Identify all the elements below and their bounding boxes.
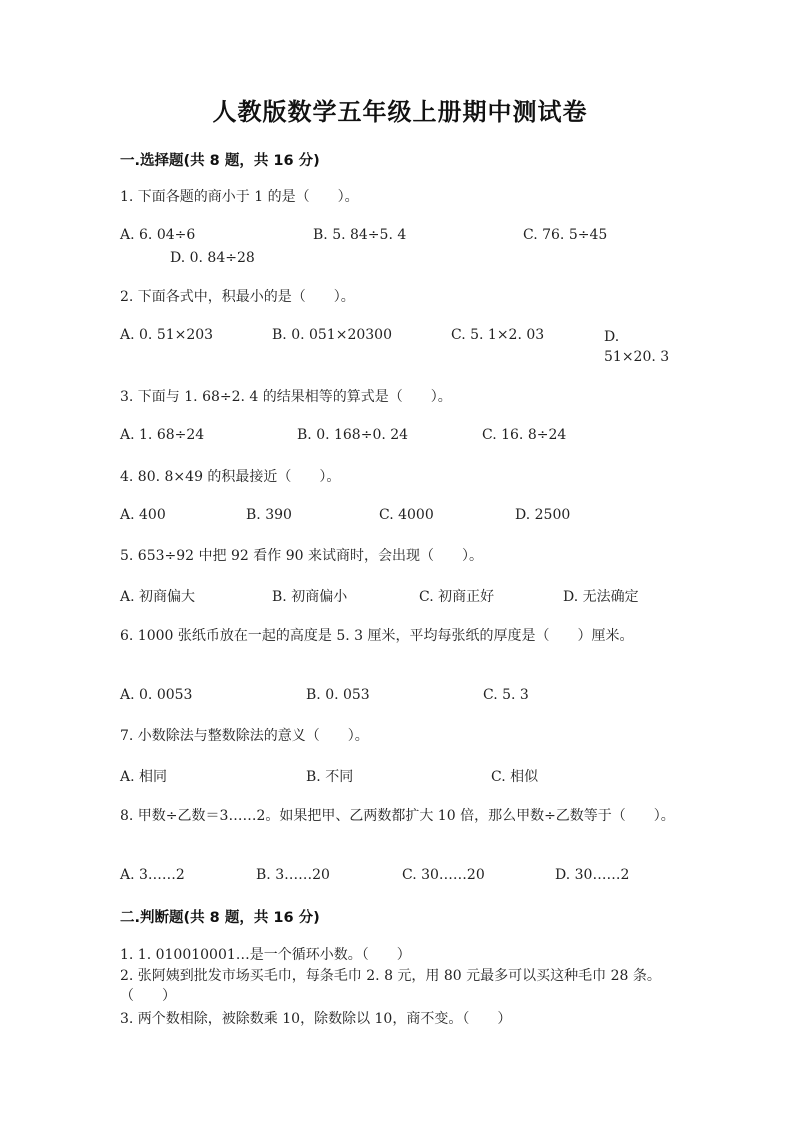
q5-option-c: C. 初商正好 <box>419 589 495 605</box>
question-6: 6. 1000 张纸币放在一起的高度是 5. 3 厘米，平均每张纸的厚度是（ ）厘米。 <box>120 628 634 644</box>
q8-option-b: B. 3……20 <box>256 867 330 883</box>
q1-option-d: D. 0. 84÷28 <box>170 250 255 266</box>
question-2: 2. 下面各式中，积最小的是（ ）。 <box>120 289 355 305</box>
judge-question-3: 3. 两个数相除，被除数乘 10，除数除以 10，商不变。（ ） <box>120 1011 512 1027</box>
question-8: 8. 甲数÷乙数＝3……2。如果把甲、乙两数都扩大 10 倍，那么甲数÷乙数等于（ ）。 <box>120 808 675 824</box>
q4-option-b: B. 390 <box>246 507 292 523</box>
question-7: 7. 小数除法与整数除法的意义（ ）。 <box>120 728 369 744</box>
q6-option-b: B. 0. 053 <box>306 687 370 703</box>
q6-option-a: A. 0. 0053 <box>120 687 193 703</box>
q4-option-d: D. 2500 <box>515 507 571 523</box>
q4-option-c: C. 4000 <box>379 507 434 523</box>
q5-option-b: B. 初商偏小 <box>272 589 348 605</box>
q1-option-a: A. 6. 04÷6 <box>120 227 196 243</box>
q7-option-a: A. 相同 <box>120 769 168 785</box>
q2-option-b: B. 0. 051×20300 <box>272 327 392 343</box>
section-heading-judgement: 二.判断题(共 8 题，共 16 分) <box>120 910 320 926</box>
q8-option-c: C. 30……20 <box>402 867 485 883</box>
q7-option-b: B. 不同 <box>306 769 354 785</box>
question-5: 5. 653÷92 中把 92 看作 90 来试商时，会出现（ ）。 <box>120 548 483 564</box>
q3-option-c: C. 16. 8÷24 <box>482 427 567 443</box>
judge-question-2: 2. 张阿姨到批发市场买毛巾，每条毛巾 2. 8 元，用 80 元最多可以买这种毛巾 28 条。（ ） <box>120 968 661 1004</box>
q3-option-b: B. 0. 168÷0. 24 <box>297 427 409 443</box>
q2-option-d: D. 51×20. 3 <box>604 329 670 365</box>
q5-option-d: D. 无法确定 <box>563 589 639 605</box>
q4-option-a: A. 400 <box>120 507 166 523</box>
q5-option-a: A. 初商偏大 <box>120 589 196 605</box>
page-title: 人教版数学五年级上册期中测试卷 <box>212 98 588 126</box>
q1-option-b: B. 5. 84÷5. 4 <box>313 227 407 243</box>
question-1: 1. 下面各题的商小于 1 的是（ ）。 <box>120 189 359 205</box>
q7-option-c: C. 相似 <box>491 769 539 785</box>
q8-option-d: D. 30……2 <box>555 867 630 883</box>
q8-option-a: A. 3……2 <box>120 867 185 883</box>
q6-option-c: C. 5. 3 <box>483 687 529 703</box>
q3-option-a: A. 1. 68÷24 <box>120 427 205 443</box>
q1-option-c: C. 76. 5÷45 <box>523 227 608 243</box>
judge-question-1: 1. 1. 010010001…是一个循环小数。（ ） <box>120 947 411 963</box>
q2-option-c: C. 5. 1×2. 03 <box>451 327 545 343</box>
section-heading-choice: 一.选择题(共 8 题，共 16 分) <box>120 153 320 169</box>
q2-option-a: A. 0. 51×203 <box>120 327 214 343</box>
question-3: 3. 下面与 1. 68÷2. 4 的结果相等的算式是（ ）。 <box>120 389 452 405</box>
question-4: 4. 80. 8×49 的积最接近（ ）。 <box>120 469 341 485</box>
